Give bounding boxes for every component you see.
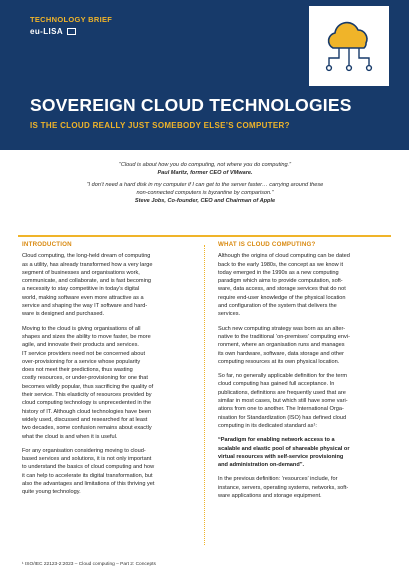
introduction-column [22, 241, 196, 503]
definition-paragraph [218, 372, 392, 430]
text-line: Cloud computing, the long-held dream of computing [22, 253, 151, 260]
text-line: computing in its dedicated standard as¹: [218, 422, 317, 429]
text-line: costly resources, or under-provisioning for one that [22, 375, 148, 382]
text-line: communicate, and collaborate, and is fast becoming [22, 278, 152, 285]
text-line: its own hardware, software, data storage and other [218, 350, 344, 357]
text-line: So far, no generally applicable definition for the term [218, 373, 348, 380]
logo-mark-icon [67, 28, 76, 35]
text-line: cloud computing technology is unprecedented in the [22, 400, 152, 407]
text-line: ronment, where an organisation runs and manages [218, 342, 345, 349]
text-line: Although the origins of cloud computing can be dated [218, 253, 350, 260]
text-line: and configuration of the system that delivers the [218, 303, 337, 310]
text-line: a necessity to stay competitive in today’s digital [22, 286, 140, 293]
text-line: Such new computing strategy was born as an alter- [218, 325, 346, 332]
intro-paragraph [22, 447, 196, 497]
text-line: “Paradigm for enabling network access to a [218, 437, 335, 444]
header-band [0, 0, 409, 150]
quote-2-author: Steve Jobs, Co-founder, CEO and Chairman of Apple [134, 198, 276, 204]
text-line: cloud computing has gained full acceptance. In [218, 381, 335, 388]
text-line: In the previous definition: ‘resources’ include, for [218, 476, 338, 483]
text-line: their service. This elasticity of resources provided by [22, 392, 152, 399]
text-line: what the cloud is and when it is useful. [22, 433, 118, 440]
text-line: over-provisioning for a service whose popularity [22, 358, 141, 365]
text-line: computing resources at its own physical location. [218, 358, 340, 365]
iso-definition-quote [218, 436, 392, 469]
text-line: becomes wildly popular, thus sacrificing the quality of [22, 383, 154, 390]
kicker-label: TECHNOLOGY BRIEF [30, 15, 113, 24]
text-line: ware, data access, and storage services that do not [218, 286, 346, 293]
text-line: shapes and sizes the ability to move faster, be more [22, 333, 151, 340]
text-line: also the advantages and limitations of this thriving yet [22, 481, 155, 488]
text-line: virtual resources with self-service provisioning [218, 453, 344, 460]
text-line: segment of businesses and organisations work, [22, 269, 140, 276]
text-line: instance, servers, operating systems, networks, soft- [218, 484, 349, 491]
eu-lisa-logo [30, 27, 76, 36]
definition-paragraph [218, 475, 392, 500]
intro-paragraph [22, 252, 196, 318]
quotes-block [40, 161, 370, 209]
page-subtitle: IS THE CLOUD REALLY JUST SOMEBODY ELSE’S COMPUTER? [30, 121, 290, 130]
text-line: history of IT. Although cloud technologies have been [22, 408, 152, 415]
section-divider [18, 235, 391, 237]
text-line: widely used, discussed and researched for at least [22, 416, 148, 423]
text-line: ware applications and storage equipment. [218, 493, 322, 500]
text-line: Moving to the cloud is giving organisations of all [22, 325, 141, 332]
cloud-network-icon [319, 18, 379, 74]
text-line: it can help to accelerate its digital transformation, but [22, 472, 153, 479]
text-line: today emerged in the 1990s as a new computing [218, 269, 339, 276]
text-line: services. [218, 311, 241, 318]
definition-column [218, 241, 392, 506]
definition-paragraph [218, 325, 392, 366]
column-divider [204, 245, 205, 545]
cloud-icon-panel [309, 6, 389, 86]
text-line: two decades, some confusion remains about exactly [22, 425, 152, 432]
quote-1-line-1: “Cloud is about how you do computing, not where you do computing.” [119, 162, 291, 168]
quote-2-line-2: non-connected computers is byzantine by comparison.” [136, 190, 274, 196]
text-line: For any organisation considering moving to cloud- [22, 447, 146, 454]
text-line: back to the early 1980s, the concept as we know it [218, 261, 343, 268]
text-line: ations from one to another. The International Orga- [218, 406, 344, 413]
text-line: require end-user knowledge of the physical location [218, 294, 346, 301]
text-line: does not meet their predictions, thus wasting [22, 367, 133, 374]
footnote: ¹ ISO/IEC 22123-2:2023 – Cloud computing – Part 2: Concepts [22, 562, 156, 567]
text-line: agile, and innovate their products and services. [22, 342, 139, 349]
text-line: paradigm which aims to provide computation, soft- [218, 278, 343, 285]
introduction-heading: INTRODUCTION [22, 241, 72, 248]
quote-1-author: Paul Maritz, former CEO of VMware. [157, 170, 253, 176]
text-line: world, making software even more attractive as a [22, 294, 144, 301]
logo-text: eu-LISA [30, 27, 64, 36]
intro-paragraph [22, 325, 196, 441]
page-title: SOVEREIGN CLOUD TECHNOLOGIES [30, 95, 352, 115]
definition-heading: WHAT IS CLOUD COMPUTING? [218, 241, 316, 248]
text-line: scalable and elastic pool of shareable physical or [218, 445, 350, 452]
text-line: quite young technology. [22, 489, 81, 496]
text-line: nisation for Standardization (ISO) has defined cloud [218, 414, 347, 421]
text-line: and administration on-demand”. [218, 462, 305, 469]
text-line: ware is designed and purchased. [22, 311, 105, 318]
definition-paragraph [218, 252, 392, 318]
text-line: native to the traditional ‘on-premises’ computing envi- [218, 333, 350, 340]
text-line: IT service providers need not be concerned about [22, 350, 146, 357]
text-line: as a utility, has already transformed how a very large [22, 261, 153, 268]
text-line: publications, definitions are frequently used that are [218, 389, 346, 396]
text-line: service and shaping the way IT software and hard- [22, 303, 148, 310]
text-line: similar in most cases, but which still have some vari- [218, 398, 348, 405]
text-line: based services and solutions, it is not only important [22, 456, 152, 463]
text-line: to understand the basics of cloud computing and how [22, 464, 155, 471]
quote-2-line-1: “I don’t need a hard disk in my computer if I can get to the server faster… carrying around these [86, 182, 324, 188]
